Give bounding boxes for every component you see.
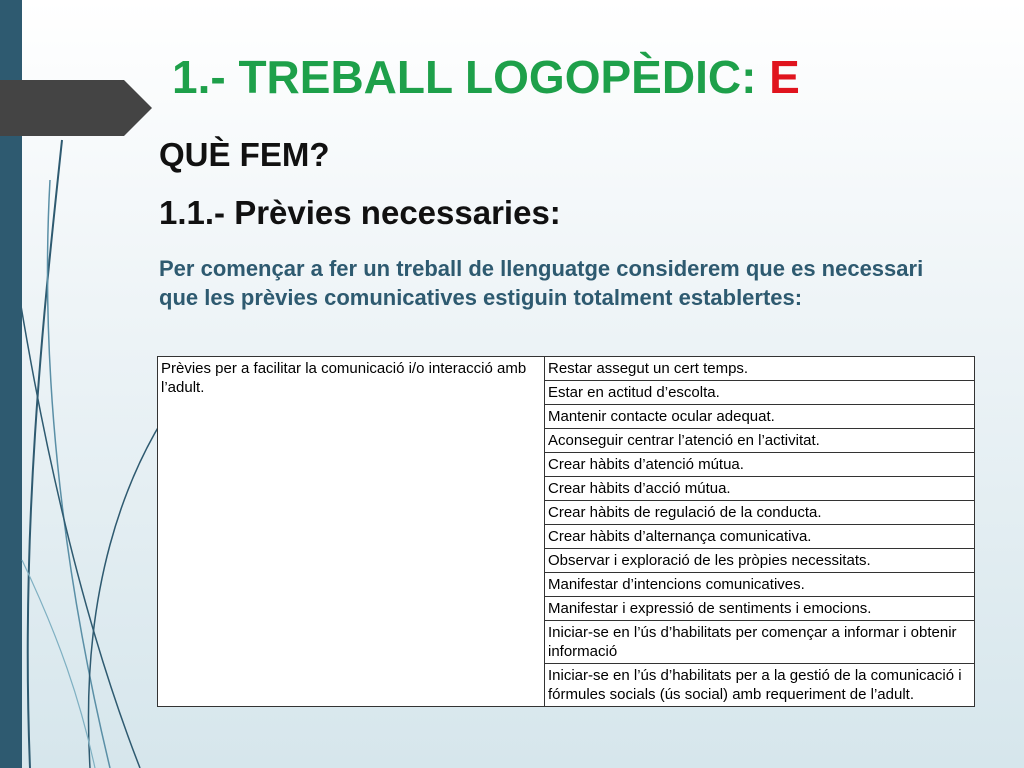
table-item-cell: Mantenir contacte ocular adequat. (545, 405, 975, 429)
table-item-cell: Crear hàbits d’alternança comunicativa. (545, 525, 975, 549)
table-item-cell: Restar assegut un cert temps. (545, 357, 975, 381)
table-item-cell: Crear hàbits de regulació de la conducta. (545, 501, 975, 525)
slide-title (172, 50, 800, 104)
table-row (158, 357, 975, 381)
title-tab-marker (0, 80, 152, 136)
table-item-cell: Manifestar i expressió de sentiments i emocions. (545, 597, 975, 621)
table-item-cell: Iniciar-se en l’ús d’habilitats per a la gestió de la comunicació i fórmules socials (ús social) amb requeriment de l’adult. (545, 664, 975, 707)
title-main-text: 1.- TREBALL LOGOPÈDIC: (172, 51, 770, 103)
previes-table (157, 356, 975, 707)
title-accent-letter: E (769, 51, 800, 103)
section-heading: 1.1.- Prèvies necessaries: (159, 194, 561, 231)
table-item-cell: Aconseguir centrar l’atenció en l’activitat. (545, 429, 975, 453)
table-item-cell: Manifestar d’intencions comunicatives. (545, 573, 975, 597)
table-item-cell: Observar i exploració de les pròpies necessitats. (545, 549, 975, 573)
table-item-cell: Iniciar-se en l’ús d’habilitats per començar a informar i obtenir informació (545, 621, 975, 664)
table-item-cell: Crear hàbits d’acció mútua. (545, 477, 975, 501)
table-item-cell: Crear hàbits d’atenció mútua. (545, 453, 975, 477)
intro-paragraph: Per començar a fer un treball de llenguatge considerem que es necessari que les prèvies comunicatives estiguin totalment establertes: (159, 256, 924, 310)
table-left-cell: Prèvies per a facilitar la comunicació i/o interacció amb l’adult. (158, 357, 545, 707)
table-item-cell: Estar en actitud d’escolta. (545, 381, 975, 405)
slide-subtitle: QUÈ FEM? (159, 136, 330, 173)
